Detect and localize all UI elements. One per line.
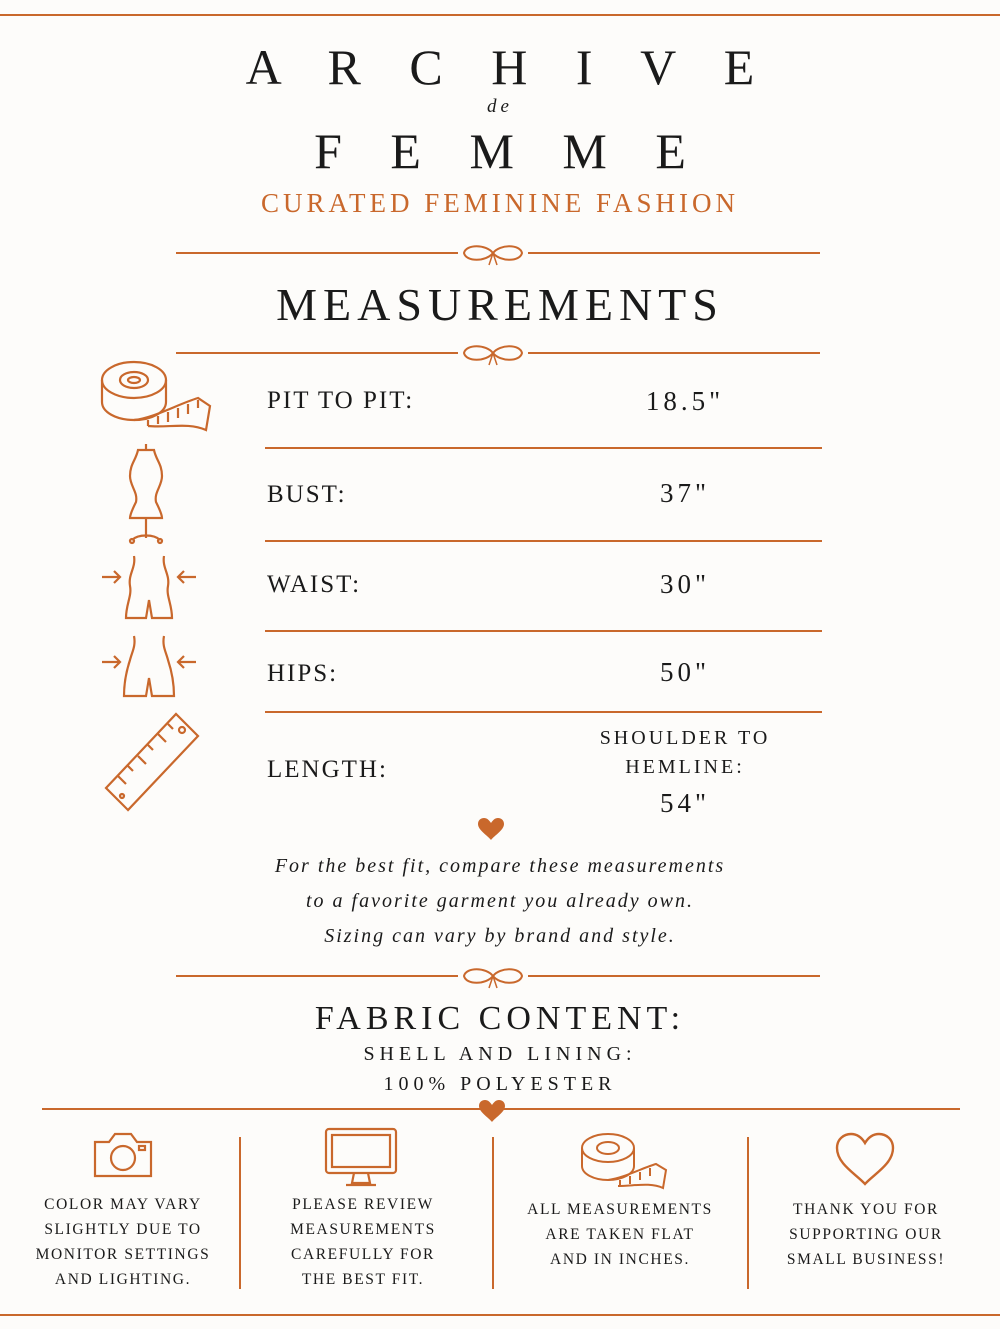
footer-note-line: MONITOR SETTINGS [35,1246,211,1263]
tape-measure-icon [578,1130,670,1192]
footer-note [506,1197,734,1272]
brand-archive: A R C H I V E [245,39,773,95]
footer-note-line: AND IN INCHES. [550,1251,690,1268]
scroll-ornament-icon [458,340,528,368]
footer-note-line: PLEASE REVIEW [292,1196,434,1213]
measurement-value: 50" [659,657,711,687]
fabric-title: FABRIC CONTENT: [314,1000,686,1037]
fit-note-line: to a favorite garment you already own. [306,890,694,912]
ruler-icon [100,710,204,816]
scroll-ornament-icon [458,963,528,991]
fabric-line: SHELL AND LINING: [363,1043,637,1065]
measurement-label: PIT TO PIT: [267,387,415,414]
row-divider [265,447,822,449]
measurement-label: WAIST: [267,571,362,598]
brand-de: de [487,96,513,117]
measurement-value: 54" [659,788,711,818]
measurement-label: HIPS: [267,660,339,687]
bottom-border [0,1314,1000,1316]
footer-note-line: SUPPORTING OUR [789,1226,943,1243]
heart-icon [478,1099,506,1123]
measurement-value: 37" [659,478,711,508]
row-divider [265,711,822,713]
measurement-label: LENGTH: [267,756,388,783]
footer-note-line: THANK YOU FOR [793,1201,939,1218]
measurement-label: BUST: [267,481,347,508]
dress-form-icon [120,442,172,546]
brand-tagline: CURATED FEMININE FASHION [260,188,739,218]
monitor-icon [324,1127,398,1187]
fit-note-line: Sizing can vary by brand and style. [324,925,676,947]
footer-column-divider [747,1137,749,1289]
length-note-line1: SHOULDER TO [599,727,771,749]
scroll-ornament-icon [458,240,528,268]
footer-note-line: ALL MEASUREMENTS [527,1201,713,1218]
footer-note-line: CAREFULLY FOR [291,1246,435,1263]
footer-note-line: THE BEST FIT. [301,1271,425,1288]
footer-note-line: AND LIGHTING. [54,1271,192,1288]
fabric-line: 100% POLYESTER [383,1073,617,1095]
footer-note [252,1192,474,1292]
heart-icon [834,1131,896,1187]
waist-icon [100,552,198,622]
length-note-line2: HEMLINE: [625,756,745,778]
footer-note-line: ARE TAKEN FLAT [545,1226,695,1243]
heart-icon [477,817,505,841]
row-divider [265,540,822,542]
footer-note-line: COLOR MAY VARY [44,1196,202,1213]
footer-note-line: MEASUREMENTS [290,1221,436,1238]
footer-column-divider [239,1137,241,1289]
row-divider [265,630,822,632]
footer-note-line: SLIGHTLY DUE TO [44,1221,202,1238]
measurement-value: 18.5" [645,386,725,416]
footer-note-line: SMALL BUSINESS! [786,1251,946,1268]
fit-note-line: For the best fit, compare these measurements [274,855,726,877]
footer-note [760,1197,972,1272]
hips-icon [100,632,198,700]
brand-femme: F E M M E [314,123,704,179]
tape-measure-icon [98,356,216,436]
footer-column-divider [492,1137,494,1289]
camera-icon [91,1130,155,1180]
top-border [0,14,1000,16]
footer-note [14,1192,232,1292]
page-title: MEASUREMENTS [276,279,724,330]
measurement-value: 30" [659,569,711,599]
